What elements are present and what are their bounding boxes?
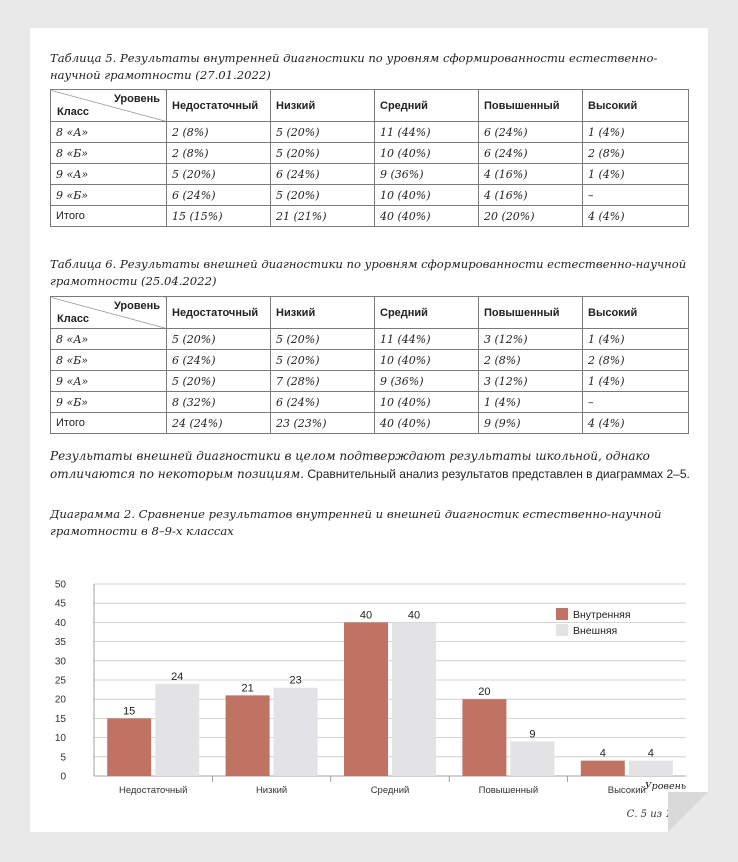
column-header: Повышенный bbox=[479, 90, 583, 122]
table-cell: 7 (28%) bbox=[271, 371, 375, 392]
table-cell: 2 (8%) bbox=[167, 122, 271, 143]
column-header: Низкий bbox=[271, 90, 375, 122]
table6 bbox=[50, 296, 689, 434]
table-row bbox=[51, 350, 689, 371]
table-cell: – bbox=[583, 185, 689, 206]
column-header: Недостаточный bbox=[167, 297, 271, 329]
table-cell: 2 (8%) bbox=[583, 143, 689, 164]
corner-class-label: Класс bbox=[57, 106, 90, 118]
bar-internal bbox=[462, 699, 506, 776]
data-label: 21 bbox=[241, 682, 254, 695]
table-cell: 5 (20%) bbox=[271, 329, 375, 350]
x-tick-label: Повышенный bbox=[478, 785, 539, 796]
table-cell: 1 (4%) bbox=[583, 164, 689, 185]
row-label-cell: 9 «А» bbox=[51, 371, 167, 392]
table-cell: 1 (4%) bbox=[583, 122, 689, 143]
table-cell: 1 (4%) bbox=[583, 371, 689, 392]
table-cell: 5 (20%) bbox=[271, 350, 375, 371]
table-row bbox=[51, 122, 689, 143]
column-header: Высокий bbox=[583, 90, 689, 122]
table-cell: 10 (40%) bbox=[375, 143, 479, 164]
corner-level-label: Уровень bbox=[113, 300, 160, 312]
table-cell: 4 (16%) bbox=[479, 164, 583, 185]
table-cell: 10 (40%) bbox=[375, 350, 479, 371]
data-label: 40 bbox=[359, 609, 373, 622]
column-header: Высокий bbox=[583, 297, 689, 329]
table-cell: 2 (8%) bbox=[479, 350, 583, 371]
table-cell: 4 (4%) bbox=[583, 206, 689, 227]
y-tick-label: 40 bbox=[54, 617, 66, 629]
bar-internal bbox=[226, 695, 270, 776]
y-tick-label: 50 bbox=[54, 579, 66, 591]
table-cell: 6 (24%) bbox=[271, 392, 375, 413]
row-label-cell: 9 «Б» bbox=[51, 185, 167, 206]
column-header: Средний bbox=[375, 90, 479, 122]
data-label: 4 bbox=[647, 747, 654, 760]
y-tick-label: 5 bbox=[60, 752, 66, 764]
data-label: 9 bbox=[529, 728, 536, 741]
table-cell: – bbox=[583, 392, 689, 413]
table-cell: 5 (20%) bbox=[271, 122, 375, 143]
diagram-caption: Диаграмма 2. Сравнение результатов внутренней и внешней диагностик естественно-научной грамотности в 8–9-х классах bbox=[50, 507, 662, 538]
table-cell: 5 (20%) bbox=[271, 185, 375, 206]
row-label-cell: 8 «А» bbox=[51, 122, 167, 143]
row-label-cell: 8 «А» bbox=[51, 329, 167, 350]
y-tick-label: 0 bbox=[60, 771, 66, 783]
table-row bbox=[51, 143, 689, 164]
table-cell: 5 (20%) bbox=[167, 329, 271, 350]
table-cell: 11 (44%) bbox=[375, 122, 479, 143]
table-cell: 3 (12%) bbox=[479, 371, 583, 392]
table-cell: 6 (24%) bbox=[167, 350, 271, 371]
bar-internal bbox=[344, 622, 388, 776]
table-cell: 4 (4%) bbox=[583, 413, 689, 434]
legend-label: Внешняя bbox=[573, 625, 618, 637]
column-header: Повышенный bbox=[479, 297, 583, 329]
table-row bbox=[51, 392, 689, 413]
x-tick-label: Недостаточный bbox=[118, 785, 188, 796]
row-label-cell: Итого bbox=[51, 413, 167, 434]
table-cell: 40 (40%) bbox=[375, 206, 479, 227]
table-cell: 21 (21%) bbox=[271, 206, 375, 227]
table-row bbox=[51, 206, 689, 227]
table-row bbox=[51, 185, 689, 206]
column-header: Недостаточный bbox=[167, 90, 271, 122]
table-cell: 4 (16%) bbox=[479, 185, 583, 206]
document-page bbox=[30, 28, 708, 832]
table-cell: 10 (40%) bbox=[375, 185, 479, 206]
table-row bbox=[51, 164, 689, 185]
table-cell: 6 (24%) bbox=[479, 122, 583, 143]
table-cell: 40 (40%) bbox=[375, 413, 479, 434]
table-cell: 5 (20%) bbox=[167, 164, 271, 185]
row-label-cell: Итого bbox=[51, 206, 167, 227]
table-row bbox=[51, 413, 689, 434]
column-header: Низкий bbox=[271, 297, 375, 329]
y-tick-label: 15 bbox=[54, 713, 66, 725]
table-cell: 20 (20%) bbox=[479, 206, 583, 227]
x-tick-label: Низкий bbox=[255, 785, 288, 796]
x-tick-label: Средний bbox=[370, 785, 410, 796]
table-cell: 5 (20%) bbox=[271, 143, 375, 164]
corner-header-cell bbox=[51, 90, 167, 122]
data-label: 20 bbox=[478, 686, 491, 699]
page-curl bbox=[668, 792, 708, 832]
bar-external bbox=[629, 761, 673, 776]
x-tick-label: Высокий bbox=[607, 785, 646, 796]
corner-header-cell bbox=[51, 297, 167, 329]
table-cell: 2 (8%) bbox=[583, 350, 689, 371]
table-header-row bbox=[51, 90, 689, 122]
row-label-cell: 9 «Б» bbox=[51, 392, 167, 413]
table-cell: 3 (12%) bbox=[479, 329, 583, 350]
row-label-cell: 9 «А» bbox=[51, 164, 167, 185]
table5-caption: Таблица 5. Результаты внутренней диагностики по уровням сформированности естественно-научной грамотности (27.01.2022) bbox=[50, 51, 658, 82]
summary-normal: Сравнительный анализ результатов представлен в диаграммах 2–5. bbox=[304, 467, 690, 481]
column-header: Средний bbox=[375, 297, 479, 329]
table-cell: 9 (9%) bbox=[479, 413, 583, 434]
x-axis-title: Уровень bbox=[644, 781, 686, 792]
row-label-cell: 8 «Б» bbox=[51, 350, 167, 371]
table-row bbox=[51, 371, 689, 392]
table-cell: 6 (24%) bbox=[479, 143, 583, 164]
table-cell: 24 (24%) bbox=[167, 413, 271, 434]
y-tick-label: 20 bbox=[54, 694, 66, 706]
row-label-cell: 8 «Б» bbox=[51, 143, 167, 164]
bar-internal bbox=[107, 718, 151, 776]
table-cell: 9 (36%) bbox=[375, 164, 479, 185]
summary-paragraph bbox=[50, 447, 690, 483]
table-cell: 9 (36%) bbox=[375, 371, 479, 392]
legend-swatch bbox=[556, 608, 568, 620]
y-tick-label: 10 bbox=[54, 733, 66, 745]
data-label: 23 bbox=[289, 674, 302, 687]
table-header-row bbox=[51, 297, 689, 329]
table-cell: 5 (20%) bbox=[167, 371, 271, 392]
table6-caption: Таблица 6. Результаты внешней диагностики по уровням сформированности естественно-научной грамотности (25.04.2022) bbox=[50, 257, 687, 288]
table-cell: 6 (24%) bbox=[271, 164, 375, 185]
bar-external bbox=[274, 688, 318, 776]
data-label: 4 bbox=[599, 747, 606, 760]
table5 bbox=[50, 89, 689, 227]
bar-internal bbox=[581, 761, 625, 776]
legend-swatch bbox=[556, 624, 568, 636]
data-label: 40 bbox=[407, 609, 421, 622]
bar-external bbox=[510, 741, 554, 776]
data-label: 15 bbox=[123, 705, 136, 718]
bar-external bbox=[155, 684, 199, 776]
legend-label: Внутренняя bbox=[573, 609, 631, 621]
y-tick-label: 35 bbox=[54, 637, 66, 649]
y-tick-label: 45 bbox=[54, 598, 66, 610]
table-cell: 1 (4%) bbox=[479, 392, 583, 413]
table-cell: 23 (23%) bbox=[271, 413, 375, 434]
corner-level-label: Уровень bbox=[113, 93, 160, 105]
page-number: С. 5 из 16 bbox=[626, 809, 678, 820]
table-cell: 6 (24%) bbox=[167, 185, 271, 206]
table-cell: 2 (8%) bbox=[167, 143, 271, 164]
table-cell: 1 (4%) bbox=[583, 329, 689, 350]
table-cell: 11 (44%) bbox=[375, 329, 479, 350]
data-label: 24 bbox=[171, 670, 184, 683]
bar-external bbox=[392, 622, 436, 776]
summary-italic: Результаты внешней диагностики в целом подтверждают результаты школьной, однако отличаются по некоторым позициям. bbox=[50, 449, 650, 481]
table-cell: 10 (40%) bbox=[375, 392, 479, 413]
table-cell: 8 (32%) bbox=[167, 392, 271, 413]
table-row bbox=[51, 329, 689, 350]
table-cell: 15 (15%) bbox=[167, 206, 271, 227]
corner-class-label: Класс bbox=[57, 313, 90, 325]
y-tick-label: 30 bbox=[54, 656, 66, 668]
y-tick-label: 25 bbox=[54, 675, 66, 687]
